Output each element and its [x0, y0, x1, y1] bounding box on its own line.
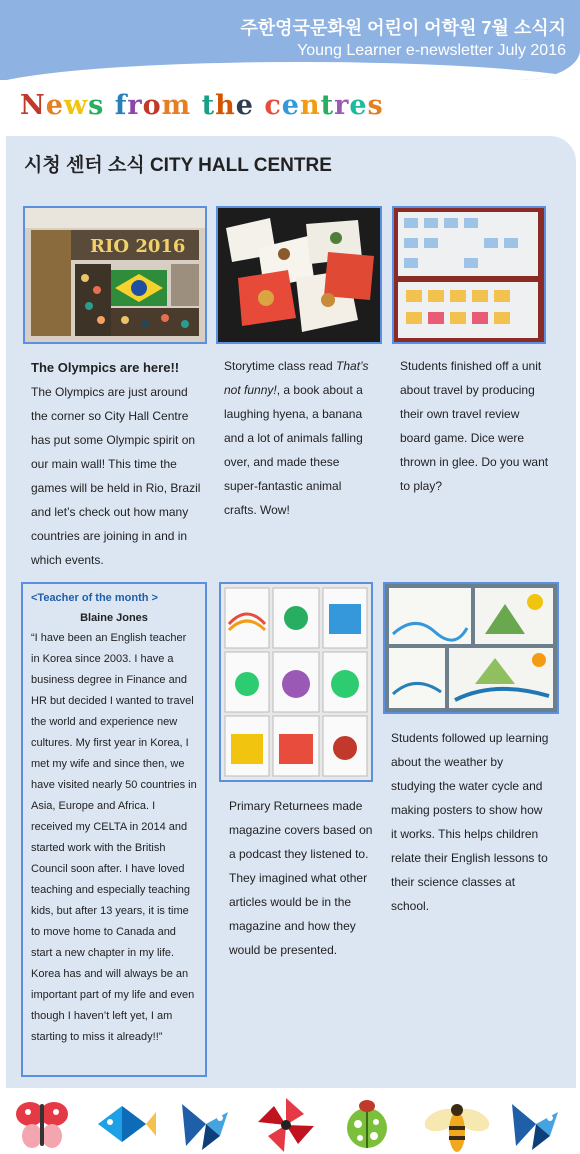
news-title-letter: n: [299, 90, 321, 121]
storytime-book-title: That’s not funny!: [224, 359, 369, 397]
bee-icon: [420, 1096, 494, 1154]
teacher-of-the-month-box: [21, 582, 207, 1077]
fish-icon: [92, 1096, 158, 1152]
news-title-letter: h: [215, 90, 236, 121]
news-title-letter: [104, 90, 114, 121]
travel-body: Students finished off a unit about travel by producing their own travel review board game. Dice were thrown in glee. Do you want to play?: [400, 359, 549, 493]
olympics-heading: The Olympics are here!!: [31, 360, 180, 375]
news-title-letter: s: [367, 90, 384, 121]
news-title-letter: e: [349, 90, 368, 121]
news-title-letter: c: [264, 90, 282, 121]
news-title-letter: [254, 90, 264, 121]
magazine-covers-photo: [219, 582, 373, 782]
rio-banner-text: RIO 2016: [90, 236, 186, 257]
bird-icon: [506, 1096, 564, 1154]
news-title-letter: r: [334, 90, 350, 121]
news-title-letter: s: [88, 90, 105, 121]
footer-icons: [0, 1090, 580, 1154]
olympics-wall-image: [25, 208, 205, 342]
teacher-tag: <Teacher of the month >: [31, 592, 158, 604]
teacher-quote: “I have been an English teacher in Korea since 2003. I have a business degree in Finance and HR but decided I wanted to travel the world and experience new cultures. My first year in Korea, I met my wife and since then, we have visited nearly 50 countries in Asia, Europe and Africa. I received my CELTA in 2014 and started work with the British Council soon after. I have loved teaching and especially teaching kids, but after 13 years, it is time to move home to Canada and start a new chapter in my life. Korea has and will always be an important part of my life and even though I haven’t left yet, I am starting to miss it already!!”: [31, 632, 197, 1043]
news-title-letter: w: [63, 90, 89, 121]
centre-title: 시청 센터 소식 CITY HALL CENTRE: [24, 155, 332, 176]
header-title-english: Young Learner e-newsletter July 2016: [297, 42, 566, 59]
weather-body: Students followed up learning about the weather by studying the water cycle and making posters to show how it works. This helps children relate their English lessons to their science classes at school.: [391, 731, 549, 913]
news-title-letter: e: [235, 90, 254, 121]
news-title-letter: e: [281, 90, 300, 121]
news-title-letter: o: [142, 90, 162, 121]
ladybug-icon: [344, 1096, 390, 1150]
header-wave: [0, 62, 580, 80]
header-title-korean: 주한영국문화원 어린이 어학원 7월 소식지: [240, 18, 566, 38]
magazine-body: Primary Returnees made magazine covers based on a podcast they listened to. They imagined what other articles would be in the magazine and how they would be presented.: [229, 799, 373, 957]
water-cycle-posters-photo: [383, 582, 559, 714]
magazine-covers-image: [221, 584, 371, 780]
news-title-letter: r: [127, 90, 143, 121]
olympics-article: [31, 356, 201, 572]
storytime-body-2: , a book about a laughing hyena, a banana and a lot of animals falling over, and made these super-fantastic animal crafts. Wow!: [224, 383, 363, 517]
animal-crafts-photo: [216, 206, 382, 344]
teacher-name: Blaine Jones: [80, 612, 148, 624]
olympics-wall-photo: [23, 206, 207, 344]
animal-crafts-image: [218, 208, 380, 342]
news-title-letter: f: [114, 90, 128, 121]
storytime-article: [224, 354, 374, 522]
news-from-the-centres-title: [20, 90, 384, 121]
board-game-image: [394, 208, 544, 342]
news-title-letter: e: [45, 90, 64, 121]
news-title-letter: [191, 90, 201, 121]
news-title-letter: t: [201, 90, 216, 121]
news-title-letter: t: [320, 90, 335, 121]
water-cycle-image: [385, 584, 557, 712]
weather-article: [391, 726, 551, 918]
news-title-letter: m: [161, 90, 192, 121]
travel-article: [400, 354, 550, 498]
bird-icon: [176, 1096, 234, 1154]
newsletter-header: [0, 0, 580, 80]
storytime-body-1: Storytime class read: [224, 359, 337, 373]
travel-board-game-photo: [392, 206, 546, 344]
magazine-article: [229, 794, 379, 962]
news-title-letter: N: [20, 90, 46, 121]
pinwheel-icon: [256, 1096, 316, 1154]
butterfly-icon: [14, 1096, 70, 1152]
olympics-body: The Olympics are just around the corner so City Hall Centre has put some Olympic spirit on our main wall! This time the games will be held in Rio, Brazil and let’s check out how many countries are joining in and in which events.: [31, 385, 201, 567]
